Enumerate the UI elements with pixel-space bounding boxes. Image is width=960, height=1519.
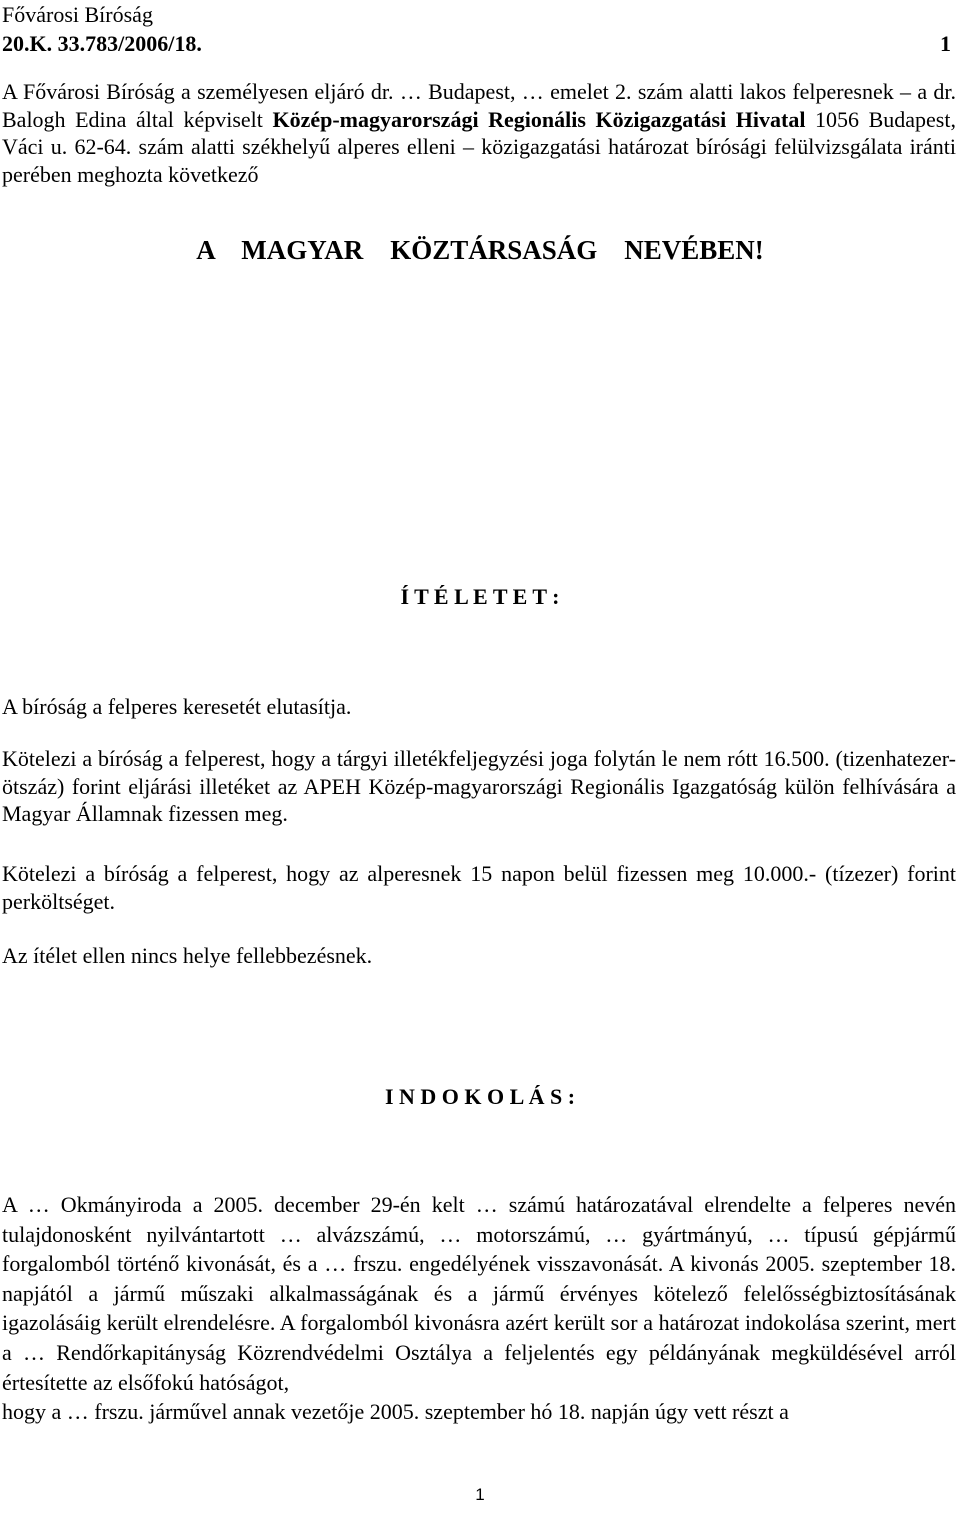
reasoning-text: A … Okmányiroda a 2005. december 29-én kelt … számú határozatával elrendelte a felperes nevén tulajdonosként nyilvántartott … alvázszámú, … motorszámú, … gyártmányú, … típusú gépjármű forgalomból történő kivonását, és a … frszu. engedélyének visszavonását. A kivonás 2005. szeptember 18. napjától a jármű műszaki alkalmasságának és a jármű érvényes kötelező felelősségbiztosításának igazolásáig került elrendelésre. A forgalomból kivonásra azért került sor a határozat indokolása szerint, mert a … Rendőrkapitányság Közrendvédelmi Osztálya a feljelentés egy példányának megküldésével arról értesítette az elsőfokú hatóságot, — [2, 1192, 956, 1395]
header-page-number: 1 — [940, 31, 951, 56]
court-name: Fővárosi Bíróság — [2, 2, 153, 27]
footer-page-number: 1 — [475, 1485, 485, 1504]
intro-paragraph — [2, 78, 956, 188]
intro-text-1: A Fővárosi Bíróság a személyesen eljáró dr. … Budapest, … emelet 2. szám alatti lakos felperesnek – a dr. Balogh Edina által képviselt — [2, 79, 956, 132]
decision-paragraph-4 — [2, 942, 956, 969]
decision-paragraph-2 — [2, 745, 956, 828]
decision-text-2: Kötelezi a bíróság a felperest, hogy a tárgyi illetékfeljegyzési joga folytán le nem rótt 16.500. (tizenhatezer-ötszáz) forint eljárási illetéket az APEH Közép-magyarországi Regionális Igazgatóság külön felhívására a Magyar Államnak fizessen meg. — [2, 746, 956, 827]
case-number — [2, 31, 202, 57]
document-title: A MAGYAR KÖZTÁRSASÁG NEVÉBEN! — [196, 235, 764, 265]
reasoning-last-line: hogy a … frszu. járművel annak vezetője 2005. szeptember hó 18. napján úgy vett részt a — [2, 1399, 789, 1425]
case-number-text: 20.K. 33.783/2006/18. — [2, 31, 202, 56]
intro-text-2: 1056 Budapest, Váci u. 62-64. szám alatti székhelyű alperes elleni – közigazgatási határozat bírósági felülvizsgálata iránti perében meghozta következő — [2, 106, 956, 187]
decision-paragraph-1 — [2, 693, 956, 720]
decision-text-1: A bíróság a felperes keresetét elutasítja. — [2, 694, 352, 719]
reasoning-heading: I N D O K O L Á S : — [384, 1084, 576, 1109]
defendant-name: Közép-magyarországi Regionális Közigazgatási Hivatal — [272, 106, 806, 132]
decision-text-4: Az ítélet ellen nincs helye fellebbezésnek. — [2, 943, 373, 968]
decision-text-3: Kötelezi a bíróság a felperest, hogy az alperesnek 15 napon belül fizessen meg 10.000.- (tízezer) forint perköltséget. — [2, 861, 956, 914]
reasoning-paragraph — [2, 1190, 956, 1427]
decision-paragraph-3 — [2, 860, 956, 915]
ruling-heading: Í T É L E T E T : — [400, 584, 560, 609]
